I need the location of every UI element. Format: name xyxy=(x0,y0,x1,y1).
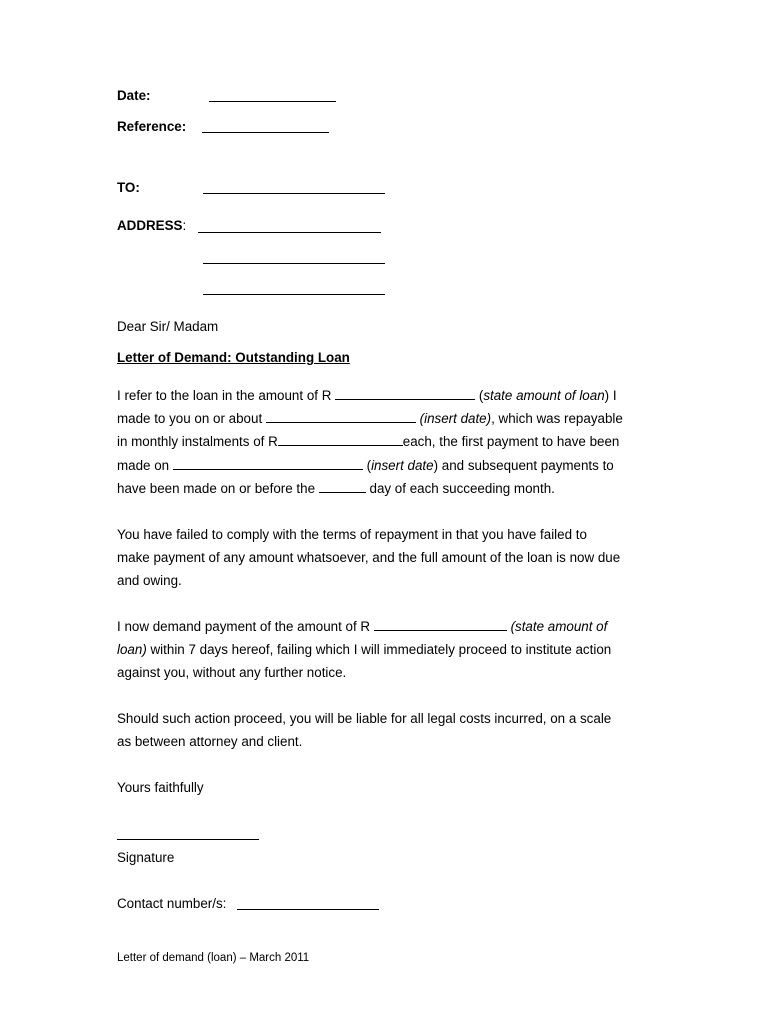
address-label-group xyxy=(117,218,186,233)
p1-line-5: have been made on or before the day of each succeeding month. xyxy=(117,480,555,496)
p1-line-3: in monthly instalments of R each, the first payment to have been xyxy=(117,434,620,450)
salutation: Dear Sir/ Madam xyxy=(117,319,219,334)
address-blank-2[interactable] xyxy=(203,263,385,264)
paragraph-4 xyxy=(117,707,611,753)
letter-heading: Letter of Demand: Outstanding Loan xyxy=(117,350,350,365)
first-payment-date-blank[interactable] xyxy=(173,457,363,470)
loan-date-blank[interactable] xyxy=(266,410,416,423)
signature-blank[interactable] xyxy=(117,839,259,840)
signature-label: Signature xyxy=(117,850,175,865)
date-blank[interactable] xyxy=(209,101,336,102)
p1-line-2: made to you on or about (insert date), which was repayable xyxy=(117,411,623,427)
p4-line-2: as between attorney and client. xyxy=(117,734,303,750)
contact-number-blank[interactable] xyxy=(237,909,379,910)
p2-line-3: and owing. xyxy=(117,573,182,589)
to-blank[interactable] xyxy=(203,193,385,194)
p2-line-2: make payment of any amount whatsoever, and the full amount of the loan is now due xyxy=(117,550,621,566)
demand-amount-blank[interactable] xyxy=(374,618,507,631)
p3-line-2: loan) within 7 days hereof, failing which I will immediately proceed to institute action xyxy=(117,642,612,658)
address-label: ADDRESS xyxy=(117,218,183,233)
address-colon: : xyxy=(182,218,187,233)
loan-amount-blank[interactable] xyxy=(335,387,475,400)
paragraph-3 xyxy=(117,615,611,685)
to-label: TO: xyxy=(117,180,140,195)
address-blank-1[interactable] xyxy=(198,232,381,233)
p1-line-1: I refer to the loan in the amount of R (state amount of loan) I xyxy=(117,388,617,403)
contact-label: Contact number/s: xyxy=(117,896,227,911)
reference-blank[interactable] xyxy=(202,132,329,133)
closing: Yours faithfully xyxy=(117,780,204,795)
date-label: Date: xyxy=(117,88,151,103)
p4-line-1: Should such action proceed, you will be liable for all legal costs incurred, on a scale xyxy=(117,711,612,726)
paragraph-2 xyxy=(117,523,620,593)
reference-label: Reference: xyxy=(117,119,187,134)
instalment-amount-blank[interactable] xyxy=(278,433,403,446)
page-footer: Letter of demand (loan) – March 2011 xyxy=(117,952,310,964)
address-blank-3[interactable] xyxy=(203,294,385,295)
p1-line-4: made on (insert date) and subsequent payments to xyxy=(117,457,614,473)
payment-day-blank[interactable] xyxy=(319,480,366,493)
p3-line-1: I now demand payment of the amount of R (state amount of xyxy=(117,619,608,634)
p3-line-3: against you, without any further notice. xyxy=(117,665,347,681)
paragraph-1 xyxy=(117,384,623,500)
p2-line-1: You have failed to comply with the terms of repayment in that you have failed to xyxy=(117,527,587,542)
